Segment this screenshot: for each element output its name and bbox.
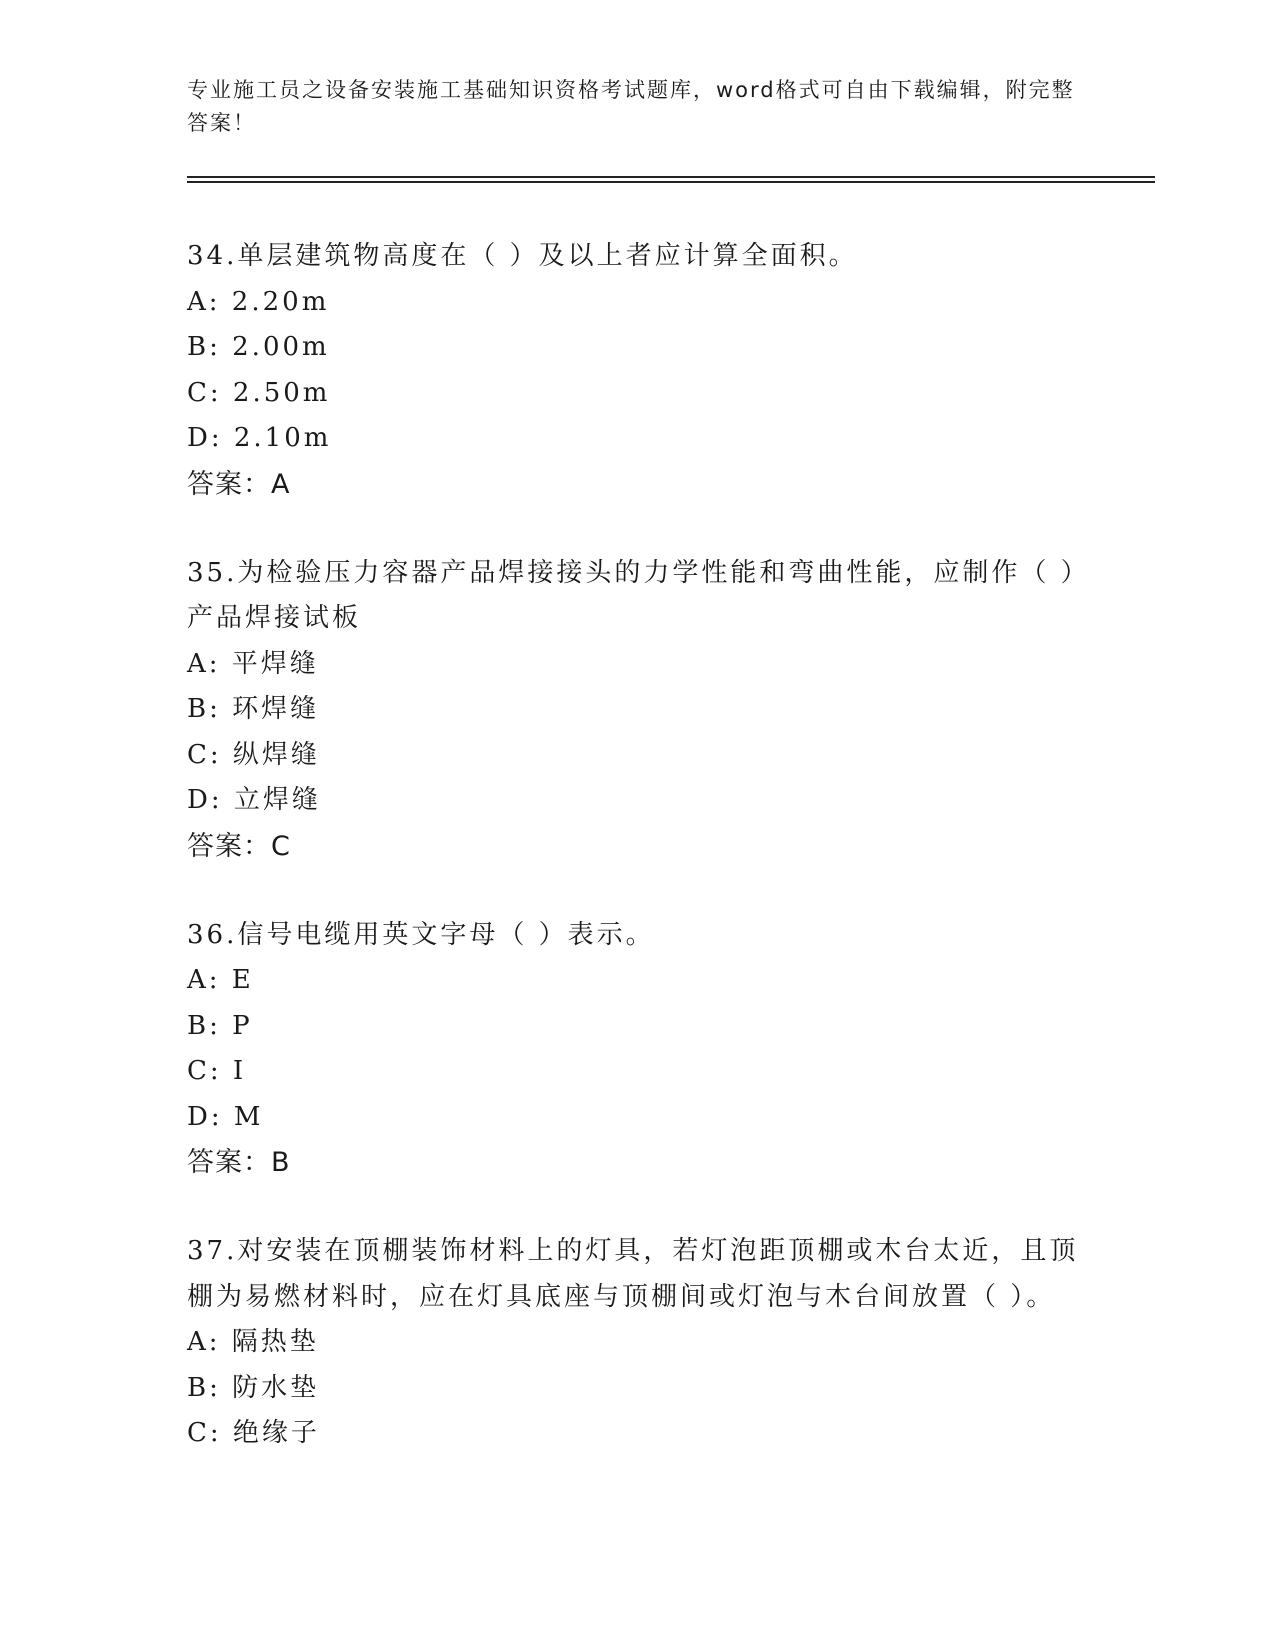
option-b: B: 2.00m [187,332,330,362]
option-d: D: 立焊缝 [187,785,321,815]
option-d: D: M [187,1101,264,1132]
question-37 [187,1229,1107,1457]
question-stem: 37.对安装在顶棚装饰材料上的灯具，若灯泡距顶棚或木台太近，且顶棚为易燃材料时，应在灯具底座与顶棚间或灯泡与木台间放置（ ）。 [187,1236,1079,1312]
answer-line: 答案：C [187,830,291,862]
option-c: C: 纵焊缝 [187,739,320,770]
document-header: 专业施工员之设备安装施工基础知识资格考试题库，word格式可自由下载编辑，附完整答案！ [187,78,1075,135]
question-stem: 35.为检验压力容器产品焊接接头的力学性能和弯曲性能，应制作（ ）产品焊接试板 [187,557,1077,633]
option-a: A: 2.20m [187,286,330,317]
question-stem: 34.单层建筑物高度在（ ）及以上者应计算全面积。 [187,241,858,271]
question-36 [187,913,1107,1186]
option-d: D: 2.10m [187,423,332,453]
question-35 [187,551,1107,869]
header-divider-bottom [187,181,1155,183]
option-c: C: 绝缘子 [187,1418,320,1448]
header-divider-top [187,176,1155,178]
answer-line: 答案：B [187,1147,291,1178]
option-b: B: 防水垫 [187,1372,320,1403]
option-b: B: 环焊缝 [187,694,320,724]
option-c: C: I [187,1056,247,1086]
answer-line: 答案：A [187,468,291,500]
option-c: C: 2.50m [187,377,331,408]
question-34 [187,234,1107,507]
option-a: A: 平焊缝 [187,648,319,679]
option-b: B: P [187,1010,253,1041]
question-stem: 36.信号电缆用英文字母（ ）表示。 [187,919,655,950]
question-list [187,234,1107,1501]
option-a: A: E [187,965,254,995]
option-a: A: 隔热垫 [187,1327,319,1357]
